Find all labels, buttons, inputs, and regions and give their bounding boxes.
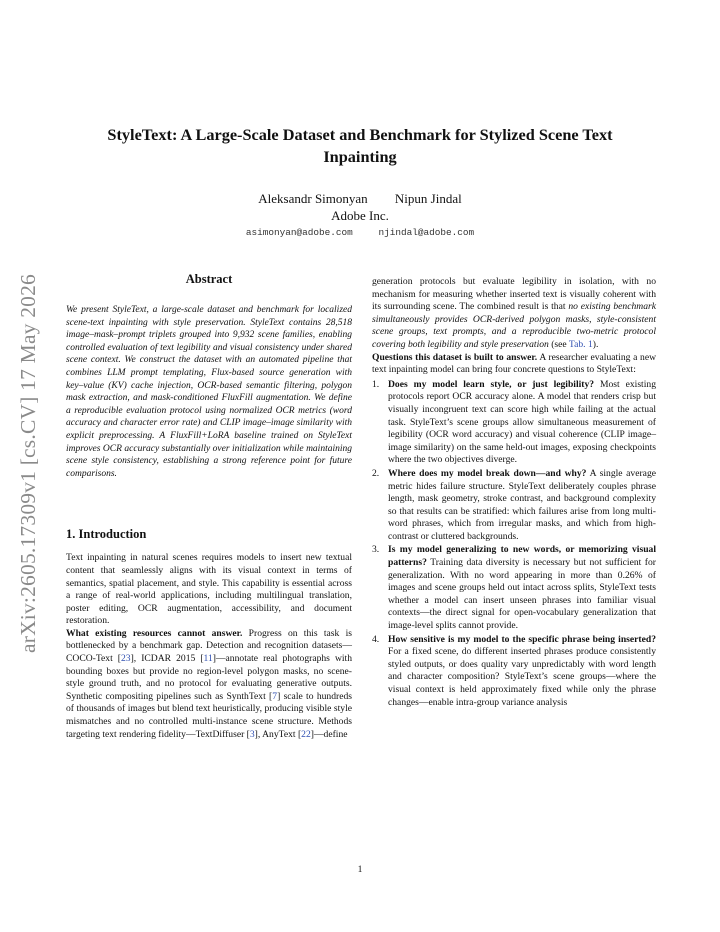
paragraph-text: ] scale to hundreds of thousands of images but blend text heuristically, producing visible style mismatches and no controlled multi-instance scene structure. Methods targeting text rendering fidelity—TextDiffuser [	[66, 690, 352, 740]
author-emails	[70, 227, 650, 238]
question-heading: Does my model learn style, or just legibility?	[388, 378, 595, 390]
question-text: Most existing protocols report OCR accuracy alone. A model that renders crisp but visually incongruent text can score high while failing at the actual task. StyleText’s scene groups allow simultaneous measurement of legibility (OCR word accuracy) and visual coherence (CLIP image–image similarity) on the same held-out images, exposing checkpoints where the two objectives diverge.	[388, 378, 656, 466]
paragraph-text: generation protocols but evaluate legibility in isolation, with no mechanism for measuring whether inserted text is visually coherent with its surrounding scene. The combined result is that	[372, 276, 656, 313]
page-number: 1	[357, 864, 363, 875]
citation-link[interactable]: 11	[203, 653, 213, 665]
table-reference-link[interactable]: Tab. 1	[568, 338, 593, 350]
paragraph-text: Progress on this task is bottlenecked by a benchmark gap. Detection and recognition datasets—COCO-Text [	[66, 627, 352, 665]
right-column	[372, 276, 656, 710]
paragraph-text: (see	[548, 338, 569, 350]
arxiv-identifier-stamp	[14, 258, 44, 668]
list-item-number: 2.	[372, 467, 380, 479]
question-text: A single average metric hides failure structure. StyleText deliberately couples phrase length, mask geometry, stroke contrast, and background complexity so that results can be stratified: which failures arise from long multi-word phrases, which from irregular masks, and which from high-contrast or cluttered backgrounds.	[388, 467, 656, 542]
list-item-number: 3.	[372, 544, 380, 556]
author-names	[70, 190, 650, 207]
author-block	[70, 190, 650, 224]
paragraph-text: ], ICDAR 2015 [	[130, 653, 204, 665]
citation-link[interactable]: 23	[121, 653, 131, 665]
paragraph-text: ).	[592, 338, 599, 350]
list-item	[372, 634, 656, 710]
author-name: Aleksandr Simonyan	[258, 191, 368, 206]
affiliation: Adobe Inc.	[331, 208, 389, 223]
question-heading: Where does my model break down—and why?	[388, 467, 587, 479]
questions-list	[372, 379, 656, 709]
list-item-number: 4.	[372, 633, 380, 645]
arxiv-identifier-text: arXiv:2605.17309v1 [cs.CV] 17 May 2026	[16, 273, 41, 653]
gap-summary-paragraph	[372, 276, 656, 352]
author-name: Nipun Jindal	[394, 191, 462, 206]
run-in-heading: Questions this dataset is built to answer.	[372, 351, 538, 363]
abstract-heading: Abstract	[185, 272, 233, 286]
author-email: asimonyan@adobe.com	[245, 227, 353, 238]
citation-link[interactable]: 7	[272, 690, 278, 702]
question-heading: Is my model generalizing to new words, or memorizing visual patterns?	[388, 544, 656, 569]
list-item	[372, 468, 656, 544]
paragraph-text: ]—define	[310, 728, 348, 740]
section-heading-introduction: 1. Introduction	[66, 527, 147, 542]
abstract-text: We present StyleText, a large-scale dataset and benchmark for localized scene-text inpainting with style preservation. StyleText contains 28,518 image–mask–prompt triplets grouped into 9,932 scene families, enabling controlled evaluation of text legibility and visual consistency under shared scene context. We construct the dataset with an automated pipeline that combines LLM prompt templating, Flux-based source generation with key–value (KV) cache injection, OCR-based semantic filtering, polygon mask extraction, and mask-conditioned FluxFill augmentation. We define a reproducible evaluation protocol using normalized OCR metrics (word accuracy and character error rate) and CLIP image–image similarity with explicit preprocessing. A FluxFill+LoRA baseline trained on StyleText improves OCR accuracy substantially over initialization while maintaining scene style consistency, establishing a strong reference point for future comparisons.	[66, 305, 352, 479]
question-text: For a fixed scene, do different inserted phrases produce consistently styled outputs, or does quality vary unpredictably with word length and character composition? StyleText’s scene groups—where the visual context is held approximately fixed while only the phrase changes—enable intra-group variance analysis	[388, 646, 656, 708]
citation-link[interactable]: 3	[249, 728, 255, 740]
left-column	[66, 272, 352, 741]
run-in-heading: What existing resources cannot answer.	[66, 627, 243, 639]
paragraph-text: A researcher evaluating a new text inpainting model can bring four concrete questions to StyleText:	[372, 351, 657, 376]
citation-link[interactable]: 22	[301, 728, 311, 740]
question-heading: How sensitive is my model to the specific phrase being inserted?	[388, 633, 656, 645]
questions-intro-paragraph	[372, 352, 656, 377]
author-email: njindal@adobe.com	[378, 227, 475, 238]
paragraph-text: ]—annotate real photographs with bounding boxes but provide no region-level polygon masks, no scene-style ground truth, and no protocol for evaluating generative outputs. Synthetic compositing pipelines such as SynthText [	[66, 653, 353, 702]
emphasized-text: no existing benchmark simultaneously provides OCR-derived polygon masks, style-consistent scene groups, text prompts, and a reproducible two-metric protocol covering both legibility and style preservation	[372, 301, 656, 350]
intro-paragraph-gap	[66, 628, 352, 741]
list-item	[372, 544, 656, 632]
paragraph-text: ], AnyText [	[254, 728, 302, 740]
intro-paragraph: Text inpainting in natural scenes requires models to insert new textual content that seamlessly aligns with its visual context in terms of semantics, spatial placement, and style. This capability is essential across a range of real-world applications, including multilingual translation, poster editing, OCR augmentation, accessibility, and document restoration.	[66, 552, 352, 627]
list-item	[372, 379, 656, 467]
paper-title: StyleText: A Large-Scale Dataset and Benchmark for Stylized Scene Text Inpainting	[107, 125, 613, 166]
list-item-number: 1.	[372, 378, 380, 390]
question-text: Training data diversity is necessary but not sufficient for generalization. With no word appearing in more than 0.26% of images and scene groups held out intact across splits, StyleText tests whether a model can insert unseen phrases into familiar visual contexts—the direct signal for open-vocabulary generalization that image-level splits cannot provide.	[388, 557, 656, 632]
